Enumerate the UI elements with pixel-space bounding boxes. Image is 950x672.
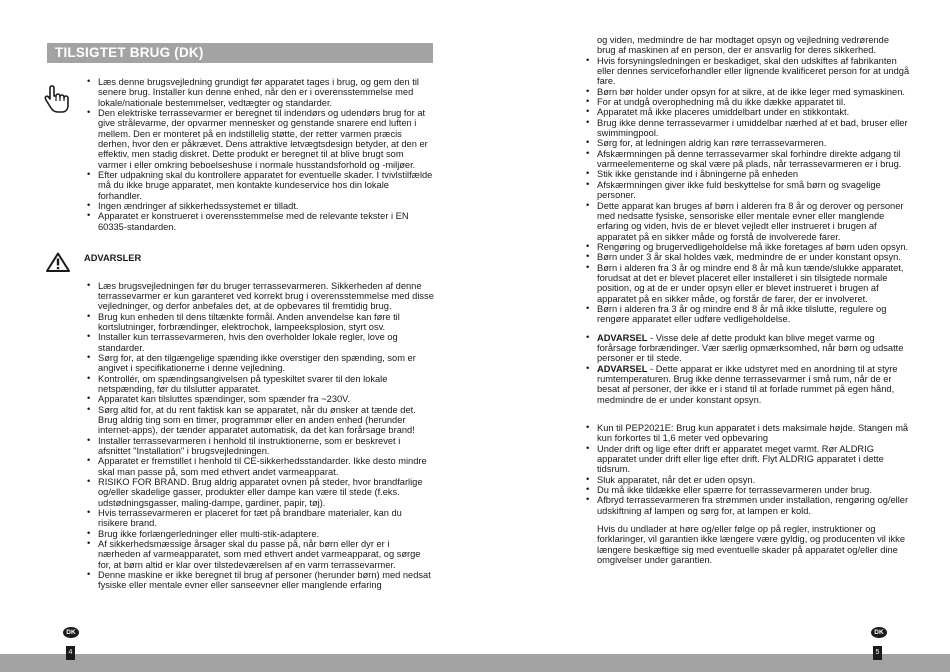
advarsel-label: ADVARSEL <box>597 363 648 374</box>
advarsel-list <box>583 333 910 405</box>
advarsel-item <box>583 364 910 405</box>
list-item: • Afskærmningen giver ikke fuld beskyttelse for små børn og svagelige personer. <box>583 180 910 201</box>
list-item: • Børn under 3 år skal holdes væk, medmindre de er under konstant opsyn. <box>583 252 910 262</box>
pointing-hand-icon <box>44 84 72 114</box>
warnings-heading: ADVARSLER <box>84 253 142 264</box>
list-item: • Læs brugsvejledningen før du bruger terrassevarmeren. Sikkerheden af denne terrassevarmer er kun garanteret ved korrekt brug i overensstemmelse med disse vejledninger, og derfor anbefales det, at de opbevares til fremtidig brug. <box>84 281 434 312</box>
page-number: 4 <box>66 646 75 660</box>
list-item: • Kun til PEP2021E: Brug kun apparatet i dets maksimale højde. Stangen må kun forkortes til 1,6 meter ved opbevaring <box>583 423 910 444</box>
list-item: • Af sikkerhedsmæssige årsager skal du passe på, når børn eller dyr er i nærheden af varmeapparatet, som med ethvert andet varmeapparat, og sørge for, at børn altid er klar over tilstedeværelsen af en varm terrassevarmer. <box>84 539 434 570</box>
list-item: • RISIKO FOR BRAND. Brug aldrig apparatet ovnen på steder, hvor brandfarlige og/eller skadelige gasser, produkter eller dampe kan være til stede (f.eks. udstødningsgasser, maling-dampe, gardiner, papir, tøj). <box>84 477 434 508</box>
list-item: • Læs denne brugsvejledning grundigt før apparatet tages i brug, og gem den til senere brug. Installer kun denne enhed, når den er i overensstemmelse med lokale/nationale bestemmelser, vedtægter og standarder. <box>84 77 434 108</box>
list-item: • Afskærmningen på denne terrassevarmer skal forhindre direkte adgang til varmeelementerne og skal være på plads, når terrassevarmeren er i brug. <box>583 149 910 170</box>
list-item: • For at undgå overophedning må du ikke dække apparatet til. <box>583 97 910 107</box>
advarsel-text: - Visse dele af dette produkt kan blive meget varme og forårsage forbrændinger. Vær særlig opmærksomhed, når børn og udsatte personer er til stede. <box>597 332 904 364</box>
left-column <box>84 77 434 591</box>
advarsel-label: ADVARSEL <box>597 332 648 343</box>
list-item: • Sørg altid for, at du rent faktisk kan se apparatet, når du ønsker at tænde det. Brug aldrig ting som en timer, programmør eller en anden enhed (herunder internet-apps), der tænder apparatet automatisk, da det kan forårsage brand! <box>84 405 434 436</box>
list-item: • Sørg for, at den tilgængelige spænding ikke overstiger den spænding, som er angivet i specifikationerne i denne vejledning. <box>84 353 434 374</box>
advarsel-item <box>583 333 910 364</box>
list-item: • Sluk apparatet, når det er uden opsyn. <box>583 475 910 485</box>
list-item: • Installer kun terrassevarmeren, hvis den overholder lokale regler, love og standarder. <box>84 332 434 353</box>
section-title: TILSIGTET BRUG (DK) <box>47 43 433 63</box>
list-item: • Apparatet kan tilsluttes spændinger, som spænder fra ~230V. <box>84 394 434 404</box>
list-item: • Afbryd terrassevarmeren fra strømmen under installation, rengøring og/eller udskiftning af lampen og sørg for, at lampen er kold. <box>583 495 910 516</box>
list-item: • Kontrollér, om spændingsangivelsen på typeskiltet svarer til den lokale netspænding, før du tilslutter apparatet. <box>84 374 434 395</box>
warning-triangle-icon <box>46 252 70 272</box>
list-item: • Hvis forsyningsledningen er beskadiget, skal den udskiftes af fabrikanten eller dennes serviceforhandler eller lignende kvalificeret person for at undgå fare. <box>583 56 910 87</box>
list-item: • Den elektriske terrassevarmer er beregnet til indendørs og udendørs brug for at give strålevarme, der opvarmer mennesker og genstande snarere end luften i mellem. Den er monteret på en indstillelig støtte, der retter varmen præcis derhen, hvor den er påkrævet. Dens attraktive letvægtsdesign betyder, at den er effektiv, men stadig diskret. Dette produkt er beregnet til at blive brugt som varmer i eller omkring beboelseshuse i normale husstandsforhold og -miljøer. <box>84 108 434 170</box>
right-column <box>583 35 910 566</box>
list-item: • Hvis terrassevarmeren er placeret for tæt på brandbare materialer, kan du risikere brand. <box>84 508 434 529</box>
list-item: • Installer terrassevarmeren i henhold til instruktionerne, som er beskrevet i afsnittet "Installation" i brugsvejledningen. <box>84 436 434 457</box>
list-item: • Under drift og lige efter drift er apparatet meget varmt. Rør ALDRIG apparatet under drift eller lige efter drift. Flyt ALDRIG apparatet i dette tidsrum. <box>583 444 910 475</box>
language-badge: DK <box>871 627 887 638</box>
warnings-list <box>84 281 434 591</box>
list-item: • Børn i alderen fra 3 år og mindre end 8 år må kun tænde/slukke apparatet, forudsat at det er blevet placeret eller installeret i sin tilsigtede normale position, og at de er under opsyn eller er blevet instrueret i brugen af apparatet på en sikker måde, og forstår de farer, der er involveret. <box>583 263 910 304</box>
list-item: • Brug ikke denne terrassevarmer i umiddelbar nærhed af et bad, bruser eller swimmingpool. <box>583 118 910 139</box>
list-item: • Du må ikke tildække eller spærre for terrassevarmeren under brug. <box>583 485 910 495</box>
list-item: • Efter udpakning skal du kontrollere apparatet for eventuelle skader. I tvivlstilfælde må du ikke bruge apparatet, men kontakte kundeservice hos din lokale forhandler. <box>84 170 434 201</box>
list-item: • Børn bør holder under opsyn for at sikre, at de ikke leger med symaskinen. <box>583 87 910 97</box>
safety-list <box>583 56 910 325</box>
list-item: • Rengøring og brugervedligeholdelse må ikke foretages af børn uden opsyn. <box>583 242 910 252</box>
closing-paragraph: Hvis du undlader at høre og/eller følge op på regler, instruktioner og forklaringer, vil garantien ikke længere være gyldig, og producenten vil ikke længere beskæftige sig med eventuelle skader på apparatet og/eller dine omgivelser under garantien. <box>597 524 905 566</box>
language-badge: DK <box>63 627 79 638</box>
list-item: • Stik ikke genstande ind i åbningerne på enheden <box>583 169 910 179</box>
operation-list <box>583 423 910 516</box>
page-number: 5 <box>873 646 882 660</box>
list-item: • Sørg for, at ledningen aldrig kan røre terrassevarmeren. <box>583 138 910 148</box>
continuation-text: og viden, medmindre de har modtaget opsyn og vejledning vedrørende brug af maskinen af en person, der er ansvarlig for deres sikkerhed. <box>597 35 889 56</box>
list-item: • Børn i alderen fra 3 år og mindre end 8 år må ikke tilslutte, regulere og rengøre apparatet eller udføre vedligeholdelse. <box>583 304 910 325</box>
list-item: • Apparatet må ikke placeres umiddelbart under en stikkontakt. <box>583 107 910 117</box>
list-item: • Apparatet er konstrueret i overensstemmelse med de relevante tekster i EN 60335-standarden. <box>84 211 434 232</box>
list-item: • Brug ikke forlængerledninger eller multi-stik-adaptere. <box>84 529 434 539</box>
list-item: • Denne maskine er ikke beregnet til brug af personer (herunder børn) med nedsat fysiske eller mentale evner eller sanseevner eller manglende erfaring <box>84 570 434 591</box>
advarsel-text: - Dette apparat er ikke udstyret med en anordning til at styre rumtemperaturen. Brug ikke denne terrassevarmer i små rum, når de er besat af personer, der ikke er i stand til at forlade rummet på egen hånd, medmindre de er under konstant opsyn. <box>597 363 898 405</box>
list-item: • Dette apparat kan bruges af børn i alderen fra 8 år og derover og personer med nedsatte fysiske, sensoriske eller mentale evner eller manglende erfaring og viden, hvis de er blevet vejledt eller instrueret i brugen af apparatet på en sikker måde og forstå de involverede farer. <box>583 201 910 242</box>
list-item: • Apparatet er fremstillet i henhold til CE-sikkerhedsstandarder. Ikke desto mindre skal man passe på, som med ethvert andet varmeapparat. <box>84 456 434 477</box>
list-item: • Ingen ændringer af sikkerhedssystemet er tilladt. <box>84 201 434 211</box>
list-item: • Brug kun enheden til dens tiltænkte formål. Anden anvendelse kan føre til kortslutninger, forbrændinger, elektrochok, lampeeksplosion, styrt osv. <box>84 312 434 333</box>
intro-list <box>84 77 434 232</box>
